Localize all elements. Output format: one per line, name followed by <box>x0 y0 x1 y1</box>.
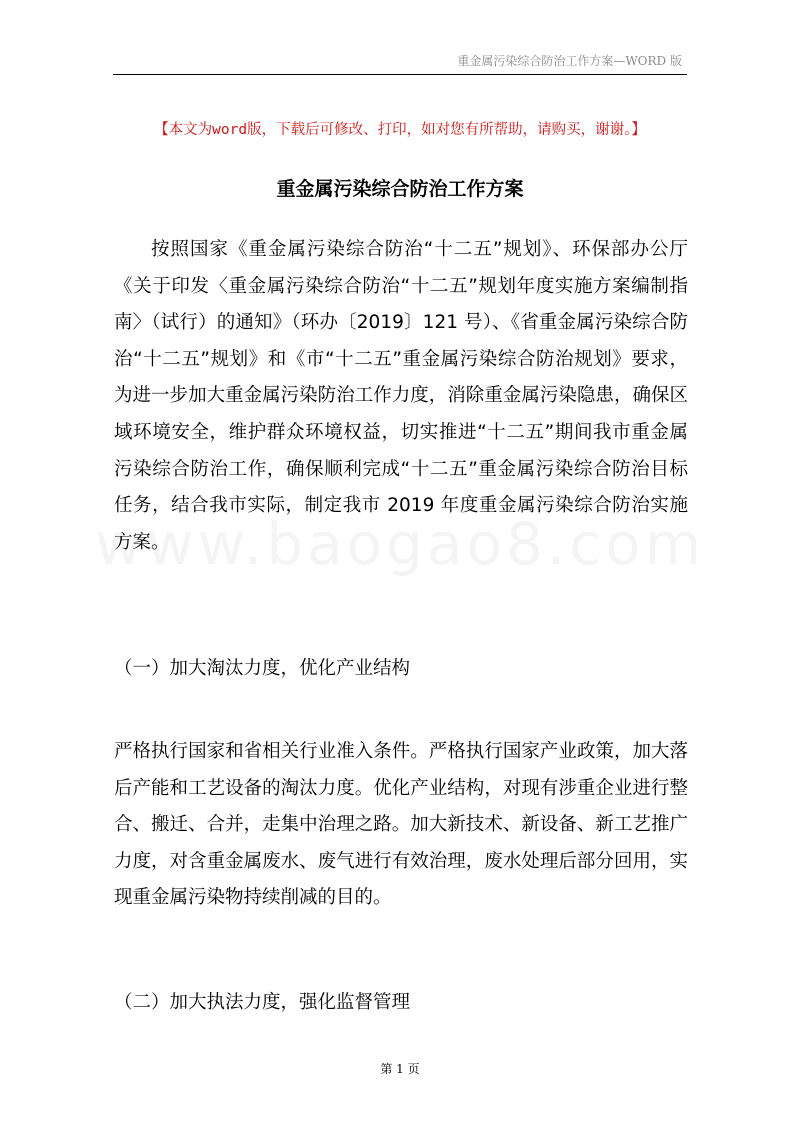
purchase-notice: 【本文为word版，下载后可修改、打印，如对您有所帮助，请购买，谢谢。】 <box>154 122 646 138</box>
document-title: 重金属污染综合防治工作方案 <box>276 178 524 200</box>
page-footer <box>0 1060 800 1077</box>
section-body-1: 严格执行国家和省相关行业准入条件。严格执行国家产业政策，加大落后产能和工艺设备的淘汰力度。优化产业结构，对现有涉重企业进行整合、搬迁、合并，走集中治理之路。加大新技术、新设备、新工艺推广力度，对含重金属废水、废气进行有效治理，废水处理后部分回用，实现重金属污染物持续削减的目的。 <box>114 741 688 909</box>
section-heading-2: （二）加大执法力度，强化监督管理 <box>114 992 411 1013</box>
intro-paragraph: 按照国家《重金属污染综合防治“十二五”规划》、环保部办公厅《关于印发〈重金属污染综合防治“十二五”规划年度实施方案编制指南〉（试行）的通知》（环办〔2019〕121 号）、《省重金属污染综合防治“十二五”规划》和《市“十二五”重金属污染综合防治规划》要求，为进一步加大重金属污染防治工作力度，消除重金属污染隐患，确保区域环境安全，维护群众环境权益，切实推进“十二五”期间我市重金属污染综合防治工作，确保顺利完成“十二五”重金属污染综合防治目标任务，结合我市实际，制定我市 2019 年度重金属污染综合防治实施方案。 <box>114 239 688 553</box>
header-title: 重金属污染综合防治工作方案—WORD 版 <box>457 54 682 68</box>
page-number: 1 <box>396 1062 404 1076</box>
footer-prefix: 第 <box>380 1062 393 1076</box>
footer-suffix: 页 <box>407 1062 420 1076</box>
header-rule <box>113 74 687 75</box>
section-heading-1: （一）加大淘汰力度，优化产业结构 <box>114 658 411 679</box>
